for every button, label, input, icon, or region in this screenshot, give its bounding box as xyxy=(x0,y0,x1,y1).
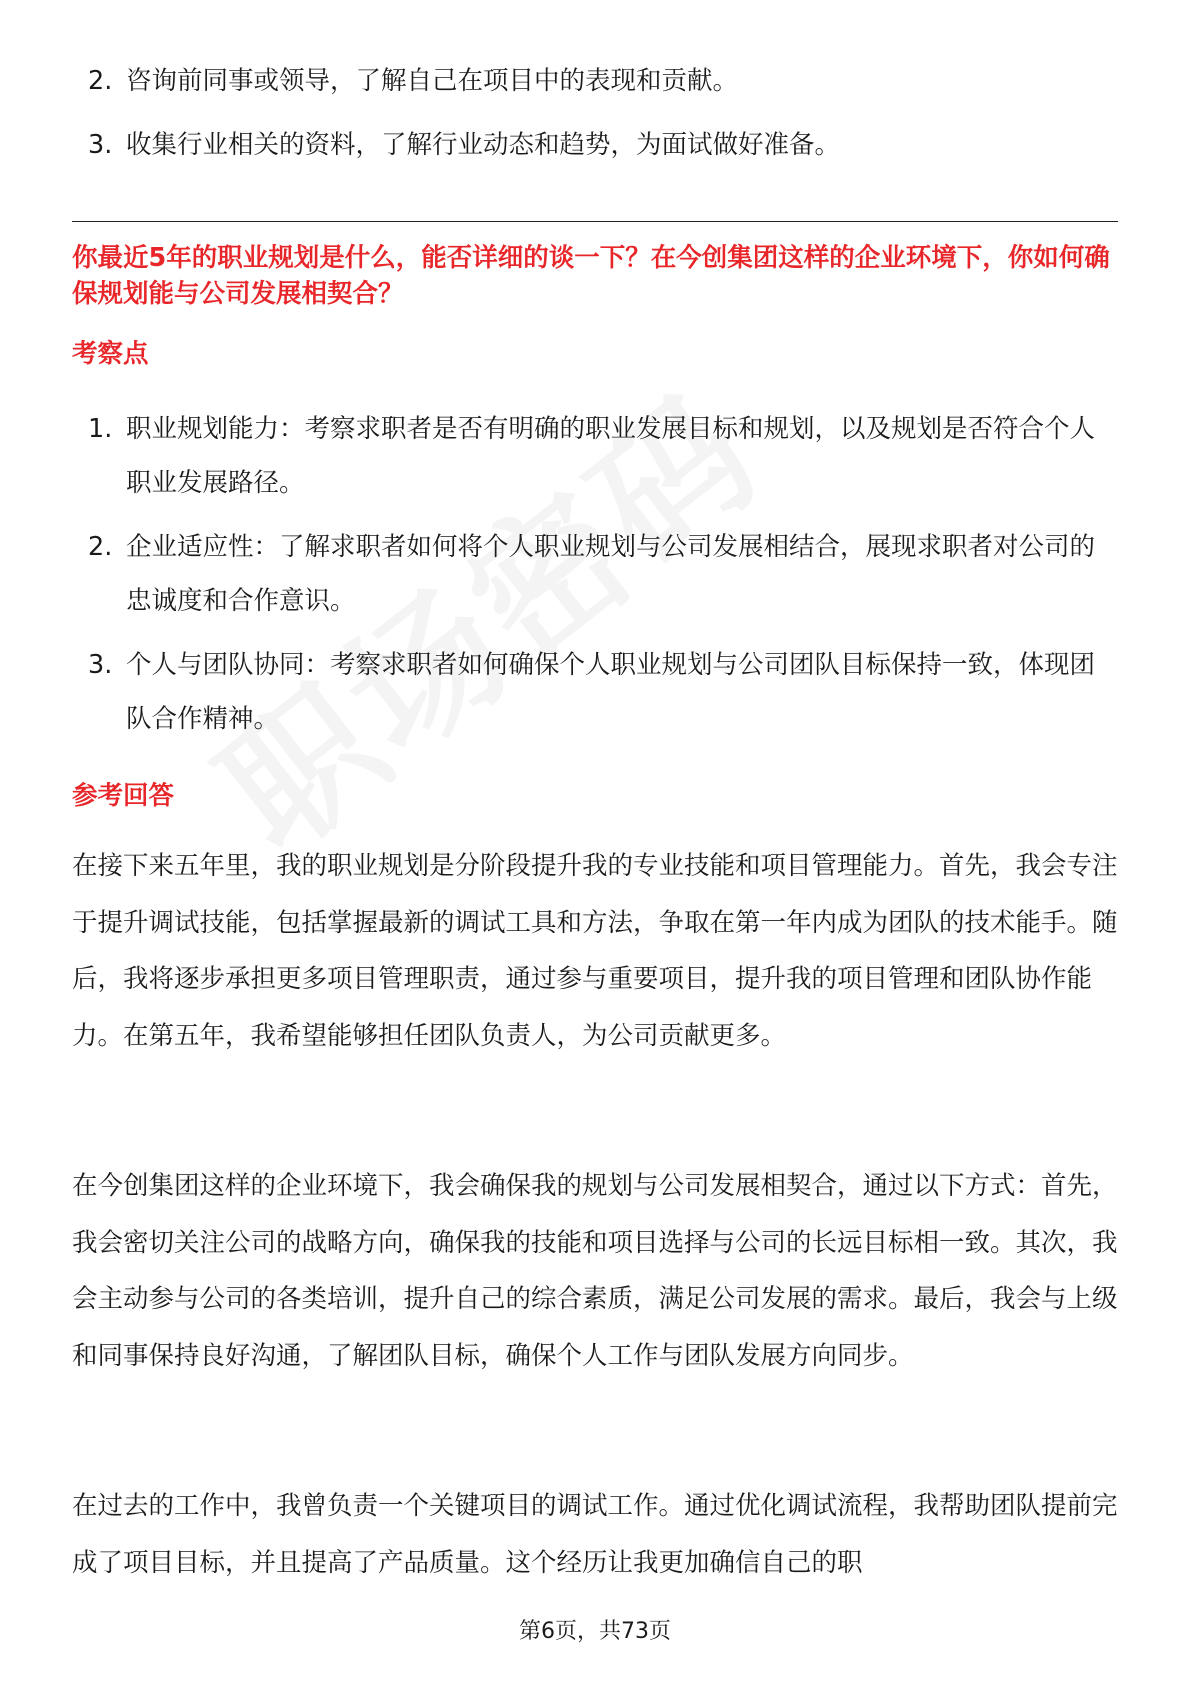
answer-paragraph: 在接下来五年里，我的职业规划是分阶段提升我的专业技能和项目管理能力。首先，我会专注于提升调试技能，包括掌握最新的调试工具和方法，争取在第一年内成为团队的技术能手。随后，我将逐步承担更多项目管理职责，通过参与重要项目，提升我的项目管理和团队协作能力。在第五年，我希望能够担任团队负责人，为公司贡献更多。 xyxy=(72,851,1118,1051)
continued-list xyxy=(88,54,1118,182)
list-item xyxy=(88,54,1118,108)
list-text: 企业适应性：了解求职者如何将个人职业规划与公司发展相结合，展现求职者对公司的忠诚度和合作意识。 xyxy=(126,532,1096,616)
list-item xyxy=(88,638,1118,746)
exam-points-list xyxy=(88,402,1118,756)
list-number: 2. xyxy=(88,66,113,96)
answer-paragraph: 在过去的工作中，我曾负责一个关键项目的调试工作。通过优化调试流程，我帮助团队提前完成了项目目标，并且提高了产品质量。这个经历让我更加确信自己的职 xyxy=(72,1491,1118,1578)
exam-points-heading: 考察点 xyxy=(72,339,149,369)
list-text: 职业规划能力：考察求职者是否有明确的职业发展目标和规划，以及规划是否符合个人职业发展路径。 xyxy=(126,414,1096,498)
list-number: 2. xyxy=(88,532,113,562)
list-item xyxy=(88,402,1118,510)
list-text: 个人与团队协同：考察求职者如何确保个人职业规划与公司团队目标保持一致，体现团队合作精神。 xyxy=(126,650,1096,734)
list-number: 3. xyxy=(88,650,113,680)
list-text: 收集行业相关的资料，了解行业动态和趋势，为面试做好准备。 xyxy=(126,130,841,160)
list-item xyxy=(88,520,1118,628)
list-number: 1. xyxy=(88,414,113,444)
list-item xyxy=(88,118,1118,172)
section-divider xyxy=(72,221,1118,222)
list-text: 咨询前同事或领导，了解自己在项目中的表现和贡献。 xyxy=(126,66,739,96)
page-number-footer: 第6页，共73页 xyxy=(519,1619,671,1644)
reference-answer-heading: 参考回答 xyxy=(72,781,175,811)
interview-question: 你最近5年的职业规划是什么，能否详细的谈一下？在今创集团这样的企业环境下，你如何确保规划能与公司发展相契合？ xyxy=(72,243,1110,309)
list-number: 3. xyxy=(88,130,113,160)
answer-paragraph: 在今创集团这样的企业环境下，我会确保我的规划与公司发展相契合，通过以下方式：首先，我会密切关注公司的战略方向，确保我的技能和项目选择与公司的长远目标相一致。其次，我会主动参与公司的各类培训，提升自己的综合素质，满足公司发展的需求。最后，我会与上级和同事保持良好沟通，了解团队目标，确保个人工作与团队发展方向同步。 xyxy=(72,1171,1118,1371)
